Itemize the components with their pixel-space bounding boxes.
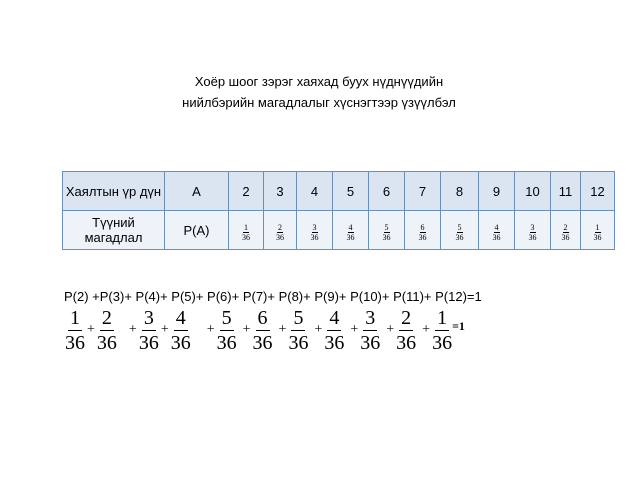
probability-fraction [276, 223, 284, 242]
fraction-denominator: 36 [216, 332, 237, 354]
probability-fraction [493, 223, 501, 242]
plus-sign: + [160, 322, 169, 337]
outcome-cell: 4 [297, 172, 333, 211]
fraction-denominator: 36 [528, 233, 537, 242]
outcome-cell: 10 [515, 172, 551, 211]
outcome-cell: 12 [581, 172, 615, 211]
probability-cell [264, 211, 297, 250]
outcome-cell: 9 [479, 172, 515, 211]
probability-fraction [562, 223, 570, 242]
probability-fraction [347, 223, 355, 242]
probability-fraction [311, 223, 319, 242]
fraction-denominator: 36 [396, 332, 417, 354]
plus-sign: + [206, 322, 215, 337]
fraction-numerator: 5 [384, 223, 389, 232]
fraction-denominator: 36 [288, 332, 309, 354]
probability-fraction [383, 223, 391, 242]
plus-sign: + [422, 322, 431, 337]
fraction-denominator: 36 [346, 233, 355, 242]
title-line-1: Хоёр шоог зэрэг хаяхад буух нүднүүдийн [194, 74, 444, 89]
equation-fraction [360, 306, 380, 355]
fraction-numerator: 4 [329, 307, 340, 329]
fraction-denominator: 36 [96, 332, 117, 354]
probability-fraction [529, 223, 537, 242]
fraction-denominator: 36 [242, 233, 250, 242]
equation-fraction [171, 306, 191, 355]
outcome-cell: 3 [264, 172, 297, 211]
fraction-numerator: 2 [563, 223, 568, 232]
fraction-numerator: 4 [175, 307, 186, 329]
probability-cell [405, 211, 441, 250]
fraction-denominator: 36 [455, 233, 464, 242]
fraction-denominator: 36 [432, 332, 453, 354]
fraction-denominator: 36 [252, 332, 273, 354]
probability-fraction [594, 223, 602, 242]
plus-sign: + [314, 322, 323, 337]
fraction-numerator: 3 [143, 307, 154, 329]
fraction-denominator: 36 [65, 332, 85, 354]
fraction-denominator: 36 [593, 233, 602, 242]
outcome-cell: 7 [405, 172, 441, 211]
probability-row-label: Түүний магадлал [63, 211, 165, 250]
equation-fraction [432, 306, 452, 355]
fraction-numerator: 5 [457, 223, 462, 232]
fraction-numerator: 2 [401, 307, 412, 329]
probability-row [63, 211, 615, 250]
probability-fraction [456, 223, 464, 242]
plus-sign: + [278, 322, 287, 337]
fraction-denominator: 36 [138, 332, 159, 354]
fraction-equation [65, 306, 465, 361]
probability-cell [479, 211, 515, 250]
fraction-denominator: 36 [170, 332, 191, 354]
equation-fraction [65, 306, 85, 355]
plus-sign: + [350, 322, 359, 337]
plus-sign: + [87, 322, 95, 337]
fraction-denominator: 36 [418, 233, 427, 242]
outcome-cell: 2 [229, 172, 264, 211]
fraction-denominator: 36 [310, 233, 319, 242]
equation-fraction [253, 306, 273, 355]
outcome-cell: 8 [441, 172, 479, 211]
fraction-numerator: 3 [365, 307, 376, 329]
equation-fraction [396, 306, 416, 355]
equation-fraction [324, 306, 344, 355]
sum-expression: P(2) +P(3)+ P(4)+ P(5)+ P(6)+ P(7)+ P(8)+ P(9)+ P(10)+ P(11)+ P(12)=1 [64, 289, 482, 304]
fraction-denominator: 36 [492, 233, 501, 242]
fraction-numerator: 5 [221, 307, 232, 329]
fraction-numerator: 5 [293, 307, 304, 329]
fraction-denominator: 36 [276, 233, 284, 242]
plus-sign: + [242, 322, 251, 337]
equation-fraction [217, 306, 237, 355]
equation-fraction [139, 306, 159, 355]
probability-fraction [242, 223, 250, 242]
probability-cell [581, 211, 615, 250]
equation-fraction [288, 306, 308, 355]
fraction-numerator: 2 [278, 223, 282, 232]
fraction-numerator: 1 [70, 307, 80, 329]
probability-fraction [419, 223, 427, 242]
probability-cell [369, 211, 405, 250]
equation-fraction [97, 306, 117, 355]
title-line-2: нийлбэрийн магадлалыг хүснэгтээр үзүүлбэл [182, 95, 456, 110]
fraction-denominator: 36 [360, 332, 381, 354]
probability-table [62, 171, 615, 250]
fraction-denominator: 36 [382, 233, 391, 242]
outcome-row [63, 172, 615, 211]
fraction-numerator: 3 [312, 223, 317, 232]
fraction-numerator: 3 [530, 223, 535, 232]
fraction-numerator: 4 [348, 223, 353, 232]
equation-result: =1 [452, 319, 465, 333]
fraction-numerator: 1 [437, 307, 448, 329]
probability-cell [441, 211, 479, 250]
probability-cell [229, 211, 264, 250]
fraction-numerator: 6 [420, 223, 425, 232]
fraction-denominator: 36 [561, 233, 570, 242]
probability-cell [333, 211, 369, 250]
fraction-numerator: 6 [257, 307, 268, 329]
probability-cell [515, 211, 551, 250]
fraction-numerator: 1 [595, 223, 600, 232]
outcome-cell: 6 [369, 172, 405, 211]
probability-cell [297, 211, 333, 250]
outcome-row-label: Хаялтын үр дүн [63, 172, 165, 211]
plus-sign: + [386, 322, 395, 337]
probability-symbol: P(A) [165, 211, 229, 250]
fraction-numerator: 1 [244, 223, 248, 232]
fraction-denominator: 36 [324, 332, 345, 354]
outcome-cell: 11 [551, 172, 581, 211]
fraction-numerator: 4 [494, 223, 499, 232]
outcome-cell: 5 [333, 172, 369, 211]
plus-sign: + [128, 322, 137, 337]
outcome-symbol: A [165, 172, 229, 211]
probability-cell [551, 211, 581, 250]
fraction-numerator: 2 [101, 307, 112, 329]
